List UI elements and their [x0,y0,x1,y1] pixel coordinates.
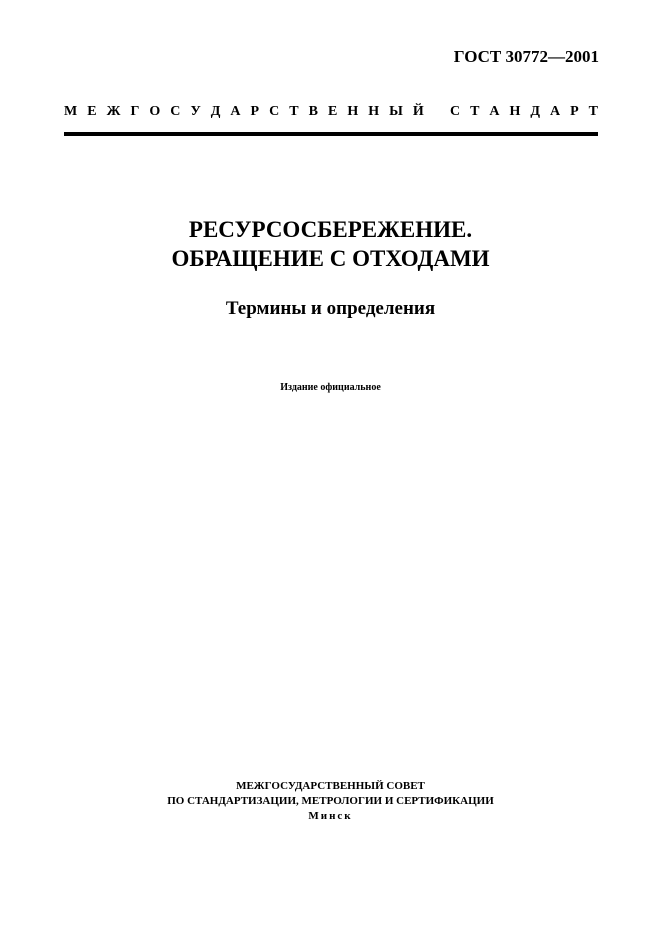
standard-type-word-2 [450,104,598,120]
heading-letter: Р [570,104,579,119]
heading-letter: А [230,104,241,119]
heading-letter: В [308,104,318,119]
heading-letter: Й [412,104,424,119]
publisher-line-1: МЕЖГОСУДАРСТВЕННЫЙ СОВЕТ [236,780,425,792]
document-number: ГОСТ 30772—2001 [453,47,599,66]
heading-letter: С [450,104,461,119]
document-subtitle: Термины и определения [225,298,436,319]
heading-letter: Т [470,104,480,119]
heading-letter: Д [530,104,540,119]
heading-letter: Н [347,104,359,119]
standard-type-word-1 [64,104,424,120]
heading-letter: М [64,104,78,119]
heading-letter: Т [289,104,299,119]
heading-letter: Е [87,104,97,119]
heading-letter: О [149,104,161,119]
heading-letter: С [170,104,181,119]
heading-letter: Е [327,104,338,119]
publisher-line-2: ПО СТАНДАРТИЗАЦИИ, МЕТРОЛОГИИ И СЕРТИФИКАЦИИ [167,795,494,807]
title-line-2: ОБРАЩЕНИЕ С ОТХОДАМИ [171,246,490,271]
heading-letter: Н [368,104,380,119]
publisher-city: Минск [308,810,353,822]
edition-note: Издание официальное [280,382,381,393]
header-divider [64,132,598,136]
standard-type-heading [64,104,598,120]
heading-letter: У [190,104,201,119]
heading-letter: Д [210,104,221,119]
heading-letter: Т [588,104,598,119]
heading-letter: Ж [106,104,121,119]
heading-letter: Ы [389,104,403,119]
document-title [0,215,661,273]
heading-letter: Г [130,104,140,119]
heading-letter: Р [250,104,260,119]
publisher-block [0,779,661,824]
heading-letter: С [269,104,280,119]
heading-letter: А [549,104,561,119]
heading-letter: А [489,104,500,119]
title-line-1: РЕСУРСОСБЕРЕЖЕНИЕ. [188,217,473,242]
heading-letter: Н [509,104,521,119]
